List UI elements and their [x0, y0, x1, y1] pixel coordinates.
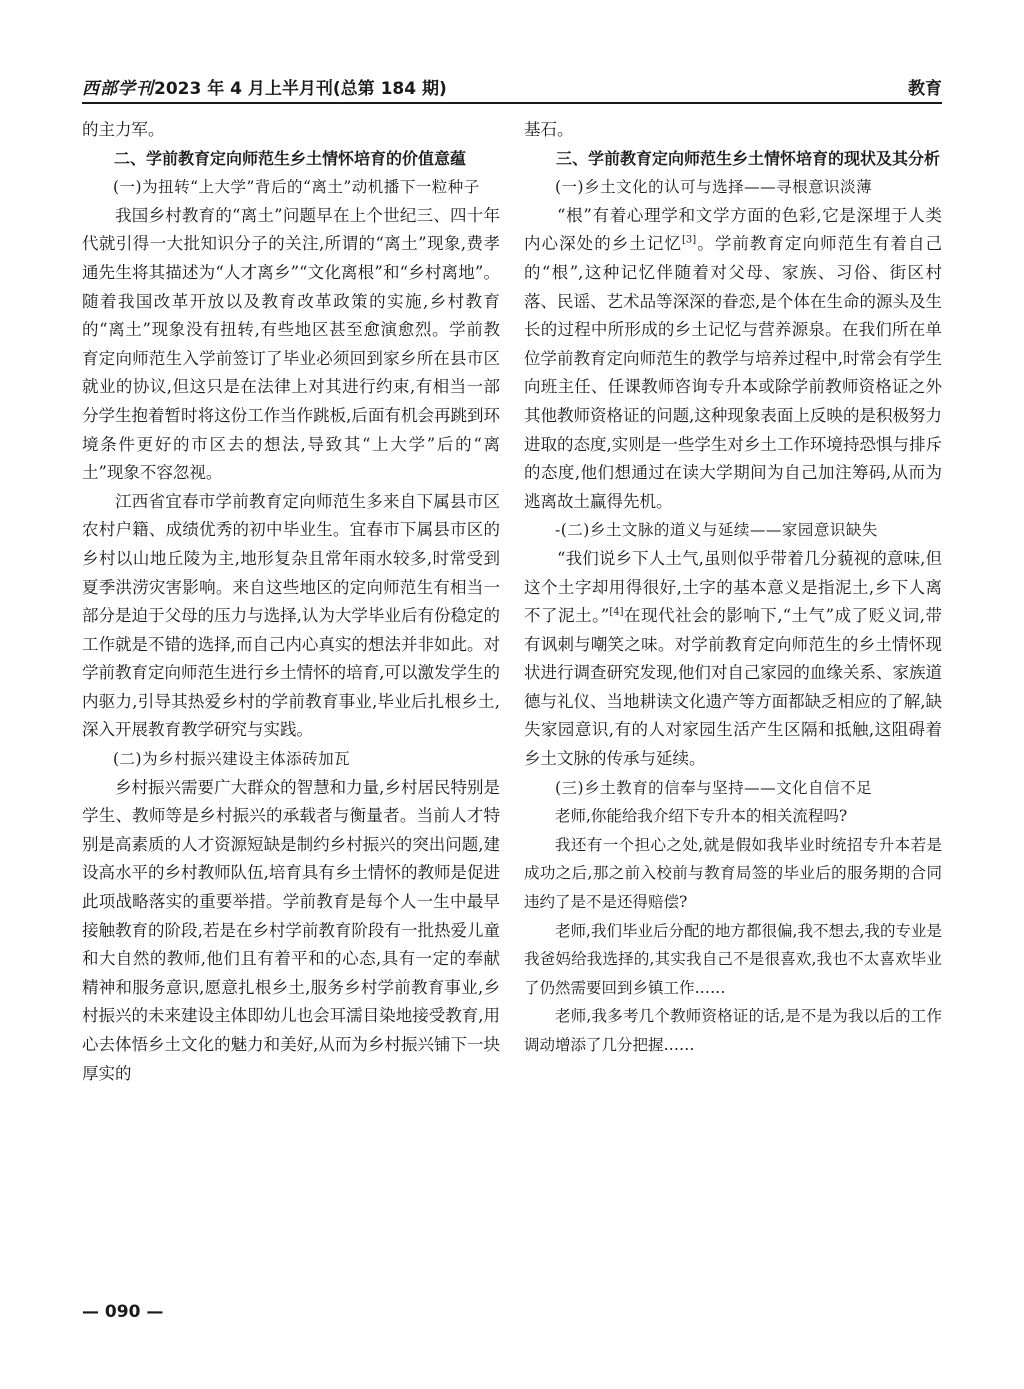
- paragraph: 基石。: [524, 120, 574, 139]
- citation: [3]: [682, 234, 697, 246]
- citation: [4]: [609, 606, 624, 618]
- text-run: 。学前教育定向师范生有着自己的“根”,这种记忆伴随着对父母、家族、习俗、街区村落、民谣、艺术品等深深的眷恋,是个体在生命的源头及生长的过程中所形成的乡土记忆与营养源泉。在我们所在单位学前教育定向师范生的教学与培养过程中,时常会有学生向班主任、任课教师咨询专升本或除学前教师资格证之外其他教师资格证的问题,这种现象表面上反映的是积极努力进取的态度,实则是一些学生对乡土工作环境持恐惧与排斥的态度,他们想通过在读大学期间为自己加注筹码,从而为逃离故土赢得先机。: [524, 234, 943, 511]
- subsection-heading: (一)为扭转“上大学”背后的“离土”动机播下一粒种子: [113, 178, 480, 197]
- running-header: [82, 72, 942, 104]
- subsection-heading: (二)为乡村振兴建设主体添砖加瓦: [113, 750, 351, 769]
- journal-issue: 2023 年 4 月上半月刊(总第 184 期): [154, 79, 447, 99]
- section-label: 教育: [908, 79, 942, 99]
- subsection-heading: (一)乡土文化的认可与选择——寻根意识淡薄: [555, 178, 873, 197]
- paragraph: [524, 202, 942, 517]
- student-quote: 老师,你能给我介绍下专升本的相关流程吗?: [555, 807, 848, 826]
- paragraph: 乡村振兴需要广大群众的智慧和力量,乡村居民特别是学生、教师等是乡村振兴的承载者与衡量者。当前人才特别是高素质的人才资源短缺是制约乡村振兴的突出问题,建设高水平的乡村教师队伍,培育具有乡土情怀的教师是促进此项战略落实的重要举措。学前教育是每个人一生中最早接触教育的阶段,若是在乡村学前教育阶段有一批热爱儿童和大自然的教师,他们且有着平和的心态,具有一定的奉献精神和服务意识,愿意扎根乡土,服务乡村学前教育事业,乡村振兴的未来建设主体即幼儿也会耳濡目染地接受教育,用心去体悟乡土文化的魅力和美好,从而为乡村振兴铺下一块厚实的: [82, 777, 500, 1083]
- student-quote: 老师,我们毕业后分配的地方都很偏,我不想去,我的专业是我爸妈给我选择的,其实我自己不是很喜欢,我也不太喜欢毕业了仍然需要回到乡镇工作……: [524, 921, 942, 997]
- student-quote: 我还有一个担心之处,就是假如我毕业时统招专升本若是成功之后,那之前入校前与教育局签的毕业后的服务期的合同违约了是不是还得赔偿?: [524, 835, 942, 912]
- student-quote: 老师,我多考几个教师资格证的话,是不是为我以后的工作调动增添了几分把握……: [524, 1007, 942, 1054]
- paragraph: 的主力军。: [82, 120, 165, 139]
- subsection-heading: (三)乡土教育的信奉与坚持——文化自信不足: [555, 778, 873, 797]
- subsection-heading: -(二)乡土文脉的道义与延续——家园意识缺失: [555, 521, 878, 540]
- text-run: 在现代社会的影响下,“土气”成了贬义词,带有讽刺与嘲笑之味。对学前教育定向师范生的乡土情怀现状进行调查研究发现,他们对自己家园的血缘关系、家族道德与礼仪、当地耕读文化遗产等方面都缺乏相应的了解,缺失家园意识,有的人对家园生活产生区隔和抵触,这阻碍着乡土文脉的传承与延续。: [524, 606, 942, 769]
- text-run: “根”有着心理学和文学方面的色彩,它是深埋于人类内心深处的乡土记忆: [524, 205, 942, 254]
- left-column: [82, 116, 500, 1088]
- paragraph: 江西省宜春市学前教育定向师范生多来自下属县市区农村户籍、成绩优秀的初中毕业生。宜春市下属县市区的乡村以山地丘陵为主,地形复杂且常年雨水较多,时常受到夏季洪涝灾害影响。来自这些地区的定向师范生有相当一部分是迫于父母的压力与选择,认为大学毕业后有份稳定的工作就是不错的选择,而自己内心真实的想法并非如此。对学前教育定向师范生进行乡土情怀的培育,可以激发学生的内驱力,引导其热爱乡村的学前教育事业,毕业后扎根乡土,深入开展教育教学研究与实践。: [82, 491, 500, 740]
- journal-title: [82, 74, 447, 99]
- paragraph: [524, 545, 942, 774]
- page-number: — 090 —: [82, 1302, 164, 1322]
- right-column: [524, 116, 942, 1060]
- journal-logo: 西部学刊: [82, 79, 154, 99]
- paragraph: 我国乡村教育的“离土”问题早在上个世纪三、四十年代就引得一大批知识分子的关注,所谓的“离土”现象,费孝通先生将其描述为“人才离乡”“文化离根”和“乡村离地”。随着我国改革开放以及教育改革政策的实施,乡村教育的“离土”现象没有扭转,有些地区甚至愈演愈烈。学前教育定向师范生入学前签订了毕业必须回到家乡所在县市区就业的协议,但这只是在法律上对其进行约束,有相当一部分学生抱着暂时将这份工作当作跳板,后面有机会再跳到环境条件更好的市区去的想法,导致其“上大学”后的“离土”现象不容忽视。: [82, 205, 500, 483]
- section-heading: 二、学前教育定向师范生乡土情怀培育的价值意蕴: [114, 148, 467, 168]
- section-heading: 三、学前教育定向师范生乡土情怀培育的现状及其分析: [556, 148, 941, 168]
- text-run: “我们说乡下人土气,虽则似乎带着几分藐视的意味,但这个土字却用得很好,土字的基本意义是指泥土,乡下人离不了泥土。”: [524, 548, 942, 626]
